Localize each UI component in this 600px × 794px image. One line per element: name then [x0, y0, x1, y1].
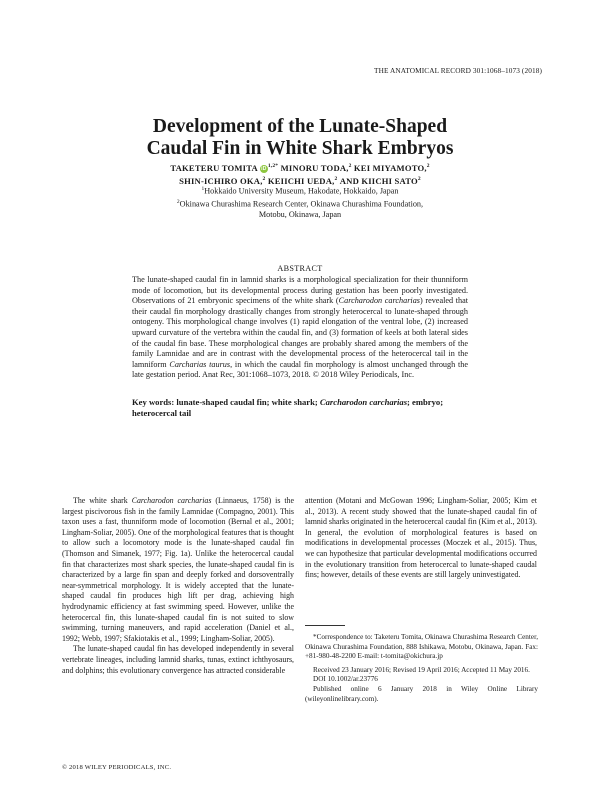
author-affil-sup: 2: [426, 163, 430, 169]
body-paragraph: [62, 496, 294, 644]
published-online: Published online 6 January 2018 in Wiley Online Library (wileyonlinelibrary.com).: [305, 684, 538, 703]
copyright-footer: © 2018 WILEY PERIODICALS, INC.: [62, 764, 172, 771]
species-name: Carcharias taurus: [169, 359, 231, 369]
author-name: KEI MIYAMOTO,: [353, 162, 427, 173]
footnote-divider: [305, 625, 345, 626]
running-head: THE ANATOMICAL RECORD 301:1068–1073 (2018): [374, 66, 542, 75]
author-line-1: [90, 161, 510, 174]
author-affil-sup: 2: [334, 175, 338, 182]
body-text: The white shark: [73, 496, 132, 505]
author-name: SHIN-ICHIRO OKA,: [179, 175, 263, 186]
author-affil-sup: 1,2*: [267, 163, 279, 169]
abstract-heading: ABSTRACT: [277, 264, 323, 273]
author-name: TAKETERU TOMITA: [170, 162, 258, 173]
affiliation-sup: 2: [176, 199, 180, 206]
title-line-2: Caudal Fin in White Shark Embryos: [146, 138, 454, 159]
affiliations: [90, 184, 510, 221]
affiliation-sup: 1: [201, 186, 205, 192]
footnotes: [305, 633, 538, 704]
author-affil-sup: 2: [262, 175, 266, 182]
abstract-text: ) revealed that their caudal fin morphology drastically changes from strongly heterocercal to lunate-shaped through ontogeny. This morphological change involves (1) rapid elongation of the ventral lobe, (2) increased upward curvature of the vertebra within the caudal fin, and (3) formation of keels at both lateral sides of the caudal fin base. These morphological changes are probably shared among the members of the family Lamnidae and are in contrast with the developmental process of the heterocercal tail in the lamniform: [132, 296, 469, 369]
article-title: [60, 116, 540, 160]
body-text: (Linnaeus, 1758) is the largest piscivorous fish in the family Lamnidae (Compagno, 2001). This taxon uses a fast, thunniform mode of locomotion (Bernal et al., 2001; Lingham-Soliar, 2005). One of the morphological features that is thought to allow such a locomotory mode is the lunate-shaped caudal fin (Thomson and Simanek, 1977; Fig. 1a). Unlike the heterocercal caudal fin that characterizes most shark species, the lunate-shaped caudal fin is characterized by a large fin span and deeply forked and dorsoventrally near-symmetrical morphology. It is widely accepted that the lunate-shaped caudal fin produces high lift per drag, achieving high hydrodynamic efficiency at fast swimming speed. However, unlike the heterocercal fin, this lunate-shaped caudal fin is not suited to slow swimming, turning maneuvers, and rapid acceleration (Daniel et al., 1992; Webb, 1997; Sfakiotakis et al., 1999; Lingham-Soliar, 2005).: [62, 496, 294, 643]
keywords: [132, 397, 468, 419]
body-paragraph: attention (Motani and McGowan 1996; Lingham-Soliar, 2005; Kim et al., 2013). A recent study showed that the lunate-shaped caudal fin of lamnid sharks originated in the heterocercal caudal fin (Kim et al., 2013). In general, the evolution of morphological features is based on modifications in developmental processes (Moczek et al., 2015). Thus, we can hypothesize that particular developmental modifications occurred in the evolutionary transition from heterocercal to lunate-shaped caudal fins; however, details of these events are still largely uninvestigated.: [305, 496, 537, 580]
author-name: MINORU TODA,: [280, 162, 349, 173]
body-paragraph: The lunate-shaped caudal fin has developed independently in several vertebrate lineages, including lamnid sharks, tunas, extinct ichthyosaurs, and dolphins; this evolutionary convergence has attracted considerable: [62, 644, 294, 675]
affiliation-1: [90, 184, 510, 197]
affiliation-2: [90, 197, 510, 210]
doi[interactable]: DOI 10.1002/ar.23776: [313, 675, 378, 684]
species-name: Carcharodon carcharias: [319, 397, 408, 407]
abstract-text: , in which the caudal fin morphology is almost unchanged through the late gestation period. Anat Rec, 301:1068–1073, 2018. © 2018 Wiley Periodicals, Inc.: [132, 359, 468, 380]
affiliation-text: Okinawa Churashima Research Center, Okinawa Churashima Foundation,: [179, 199, 424, 209]
keywords-text: lunate-shaped caudal fin; white shark;: [174, 397, 320, 407]
author-name: KIICHI SATO: [361, 175, 418, 186]
abstract-text: The lunate-shaped caudal fin in lamnid sharks is a morphological specialization for their thunniform mode of locomotion, but its developmental process during gestation has been poorly investigated. Observations of 21 embryonic specimens of the white shark (: [132, 275, 468, 306]
author-name: KEIICHI UEDA,: [267, 175, 335, 186]
species-name: Carcharodon carcharias: [131, 496, 212, 505]
body-column-right: [305, 496, 537, 581]
correspondence-note: *Correspondence to: Taketeru Tomita, Okinawa Churashima Research Center, Okinawa Churashima Foundation, 888 Ishikawa, Motobu, Okinawa, Japan. Fax: +81-980-48-2200 E-mail: t-tomita@okichura.jp: [305, 633, 538, 661]
species-name: Carcharodon carcharias: [338, 296, 420, 306]
author-affil-sup: 2: [417, 175, 421, 182]
orcid-icon[interactable]: iD: [261, 165, 267, 172]
author-affil-sup: 2: [348, 163, 352, 169]
author-conjunction: AND: [339, 175, 359, 186]
received-dates: Received 23 January 2016; Revised 19 April 2016; Accepted 11 May 2016.: [313, 665, 530, 674]
affiliation-text: Hokkaido University Museum, Hakodate, Hokkaido, Japan: [204, 186, 399, 196]
keywords-text: ; embryo; heterocercal tail: [132, 397, 444, 418]
abstract-body: [132, 275, 468, 381]
affiliation-2-cont: Motobu, Okinawa, Japan: [258, 210, 342, 220]
title-line-1: Development of the Lunate-Shaped: [152, 116, 448, 137]
author-list: [90, 161, 510, 187]
body-column-left: [62, 496, 294, 676]
keywords-label: Key words:: [132, 397, 175, 407]
